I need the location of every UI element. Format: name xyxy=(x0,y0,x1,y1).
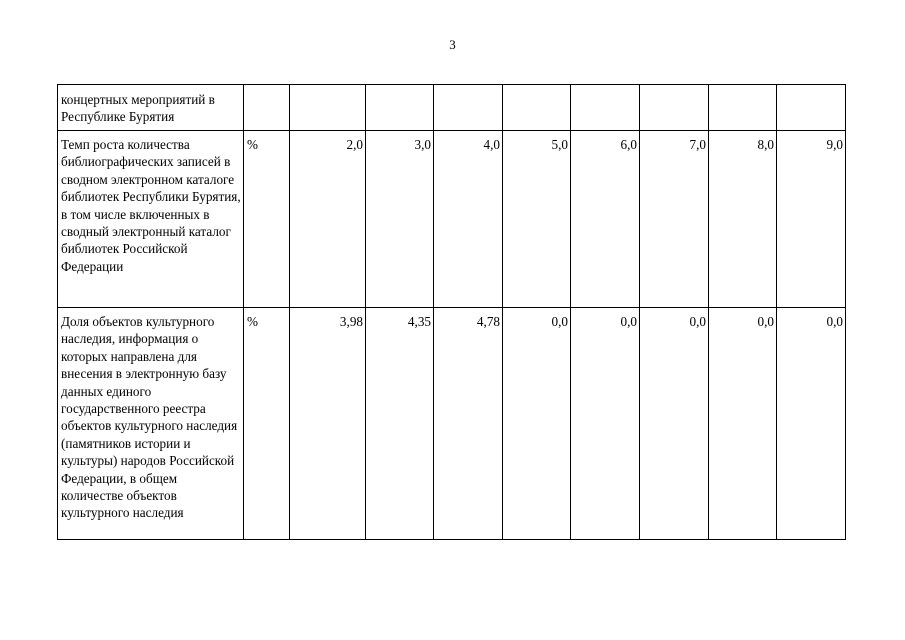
unit-cell: % xyxy=(244,308,290,540)
value-cell: 4,0 xyxy=(434,131,503,308)
value-cell: 4,35 xyxy=(366,308,434,540)
value-cell: 4,78 xyxy=(434,308,503,540)
value-cell: 0,0 xyxy=(640,308,709,540)
value-cell xyxy=(640,85,709,131)
value-cell xyxy=(290,85,366,131)
value-cell: 8,0 xyxy=(709,131,777,308)
value-cell: 2,0 xyxy=(290,131,366,308)
value-cell: 6,0 xyxy=(571,131,640,308)
value-cell: 9,0 xyxy=(777,131,846,308)
value-cell: 7,0 xyxy=(640,131,709,308)
table-row xyxy=(58,308,846,540)
value-cell xyxy=(366,85,434,131)
value-cell: 3,0 xyxy=(366,131,434,308)
value-cell: 0,0 xyxy=(709,308,777,540)
value-cell xyxy=(571,85,640,131)
page-number: 3 xyxy=(449,37,456,52)
value-cell: 0,0 xyxy=(571,308,640,540)
value-cell: 0,0 xyxy=(777,308,846,540)
value-cell xyxy=(434,85,503,131)
indicator-name-cell: концертных мероприятий в Республике Бурятия xyxy=(58,85,244,131)
value-cell: 0,0 xyxy=(503,308,571,540)
table-row xyxy=(58,85,846,131)
unit-cell xyxy=(244,85,290,131)
indicators-table xyxy=(57,84,846,540)
indicator-name-cell: Доля объектов культурного наследия, информация о которых направлена для внесения в электронную базу данных единого государственного реестра объектов культурного наследия (памятников истории и культуры) народов Российской Федерации, в общем количестве объектов культурного наследия xyxy=(58,308,244,540)
table-row xyxy=(58,131,846,308)
indicator-name-cell: Темп роста количества библиографических записей в сводном электронном каталоге библиотек Республики Бурятия, в том числе включенных в сводный электронный каталог библиотек Российской Федерации xyxy=(58,131,244,308)
value-cell xyxy=(709,85,777,131)
value-cell xyxy=(777,85,846,131)
value-cell: 3,98 xyxy=(290,308,366,540)
value-cell xyxy=(503,85,571,131)
value-cell: 5,0 xyxy=(503,131,571,308)
unit-cell: % xyxy=(244,131,290,308)
